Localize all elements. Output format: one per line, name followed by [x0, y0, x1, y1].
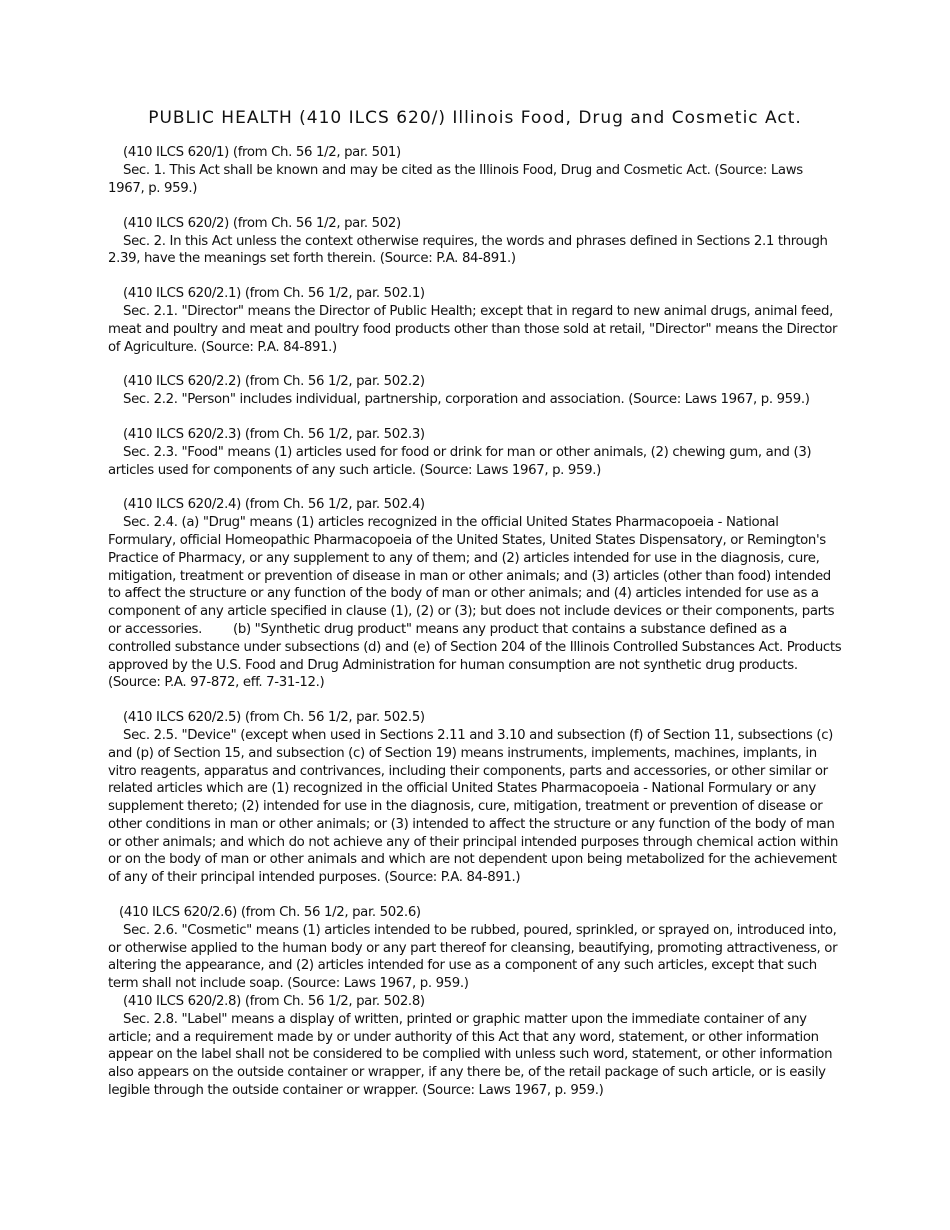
section-2-2: [108, 373, 842, 409]
section-reference: (410 ILCS 620/2.4) (from Ch. 56 1/2, par. 502.4): [123, 497, 425, 513]
section-text: Sec. 2.4. (a) "Drug" means (1) articles recognized in the official United States Pharmacopoeia - National Formulary, official Homeopathic Pharmacopoeia of the United States, United States Dispensatory, or Remington's Practice of Pharmacy, or any supplement to any of them; and (2) articles intended for use in the diagnosis, cure, mitigation, treatment or prevention of disease in man or other animals; and (3) articles (other than food) intended to affect the structure or any function of the body of man or other animals; and (4) articles intended for use as a component of any article specified in clause (1), (2) or (3); but does not include devices or their components, parts or accessories. (b) "Synthetic drug product" means any product that contains a substance defined as a controlled substance under subsections (d) and (e) of Section 204 of the Illinois Controlled Substances Act. Products approved by the U.S. Food and Drug Administration for human consumption are not synthetic drug products. (Source: P.A. 97-872, eff. 7-31-12.): [108, 515, 846, 691]
section-text: Sec. 2.8. "Label" means a display of written, printed or graphic matter upon the immediate container of any article; and a requirement made by or under authority of this Act that any word, statement, or other information appear on the label shall not be considered to be complied with unless such word, statement, or other information also appears on the outside container or wrapper, if any there be, of the retail package of such article, or is easily legible through the outside container or wrapper. (Source: Laws 1967, p. 959.): [108, 1011, 833, 1099]
section-text: Sec. 2.6. "Cosmetic" means (1) articles intended to be rubbed, poured, sprinkled, or sprayed on, introduced into, or otherwise applied to the human body or any part thereof for cleansing, beautifying, promoting attractiveness, or altering the appearance, and (2) articles intended for use as a component of any such articles, except that such term shall not include soap. (Source: Laws 1967, p. 959.): [108, 922, 838, 992]
section-2-3: [108, 426, 842, 479]
section-reference: (410 ILCS 620/2.1) (from Ch. 56 1/2, par. 502.1): [123, 286, 425, 302]
section-text: Sec. 2. In this Act unless the context otherwise requires, the words and phrases defined in Sections 2.1 through 2.39, have the meanings set forth therein. (Source: P.A. 84-891.): [108, 233, 828, 267]
section-text: Sec. 2.5. "Device" (except when used in Sections 2.11 and 3.10 and subsection (f) of Section 11, subsections (c) and (p) of Section 15, and subsection (c) of Section 19) means instruments, implements, machines, implants, in vitro reagents, apparatus and contrivances, including their components, parts and accessories, or other similar or related articles which are (1) recognized in the official United States Pharmacopoeia - National Formulary or any supplement thereto; (2) intended for use in the diagnosis, cure, mitigation, treatment or prevention of disease or other conditions in man or other animals; or (3) intended to affect the structure or any function of the body of man or other animals; and which do not achieve any of their principal intended purposes through chemical action within or on the body of man or other animals and which are not dependent upon being metabolized for the achievement of any of their principal intended purposes. (Source: P.A. 84-891.): [108, 727, 839, 886]
section-reference: (410 ILCS 620/2.2) (from Ch. 56 1/2, par. 502.2): [123, 374, 425, 390]
section-reference: (410 ILCS 620/2) (from Ch. 56 1/2, par. 502): [123, 215, 401, 231]
section-1: [108, 144, 842, 197]
section-reference: (410 ILCS 620/2.8) (from Ch. 56 1/2, par. 502.8): [123, 994, 425, 1010]
section-reference: (410 ILCS 620/1) (from Ch. 56 1/2, par. 501): [123, 145, 401, 161]
section-reference: (410 ILCS 620/2.5) (from Ch. 56 1/2, par. 502.5): [123, 710, 425, 726]
section-2-1: [108, 285, 842, 356]
section-reference: (410 ILCS 620/2.3) (from Ch. 56 1/2, par. 502.3): [123, 426, 425, 442]
section-text: Sec. 2.2. "Person" includes individual, partnership, corporation and association. (Source: Laws 1967, p. 959.): [123, 392, 810, 408]
document-page: [108, 108, 846, 1117]
section-reference: (410 ILCS 620/2.6) (from Ch. 56 1/2, par. 502.6): [119, 905, 421, 921]
section-text: Sec. 2.1. "Director" means the Director of Public Health; except that in regard to new animal drugs, animal feed, meat and poultry and meat and poultry food products other than those sold at retail, "Director" means the Director of Agriculture. (Source: P.A. 84-891.): [108, 303, 838, 355]
section-text: Sec. 1. This Act shall be known and may be cited as the Illinois Food, Drug and Cosmetic Act. (Source: Laws 1967, p. 959.): [108, 163, 803, 196]
section-2-4: [108, 496, 846, 692]
section-2-8: [108, 993, 842, 1100]
document-title: PUBLIC HEALTH (410 ILCS 620/) Illinois Food, Drug and Cosmetic Act.: [148, 108, 802, 128]
section-2-5: [108, 709, 842, 887]
section-2: [108, 215, 842, 268]
section-text: Sec. 2.3. "Food" means (1) articles used for food or drink for man or other animals, (2) chewing gum, and (3) articles used for components of any such article. (Source: Laws 1967, p. 959.): [108, 444, 812, 478]
section-2-6: [108, 904, 842, 993]
